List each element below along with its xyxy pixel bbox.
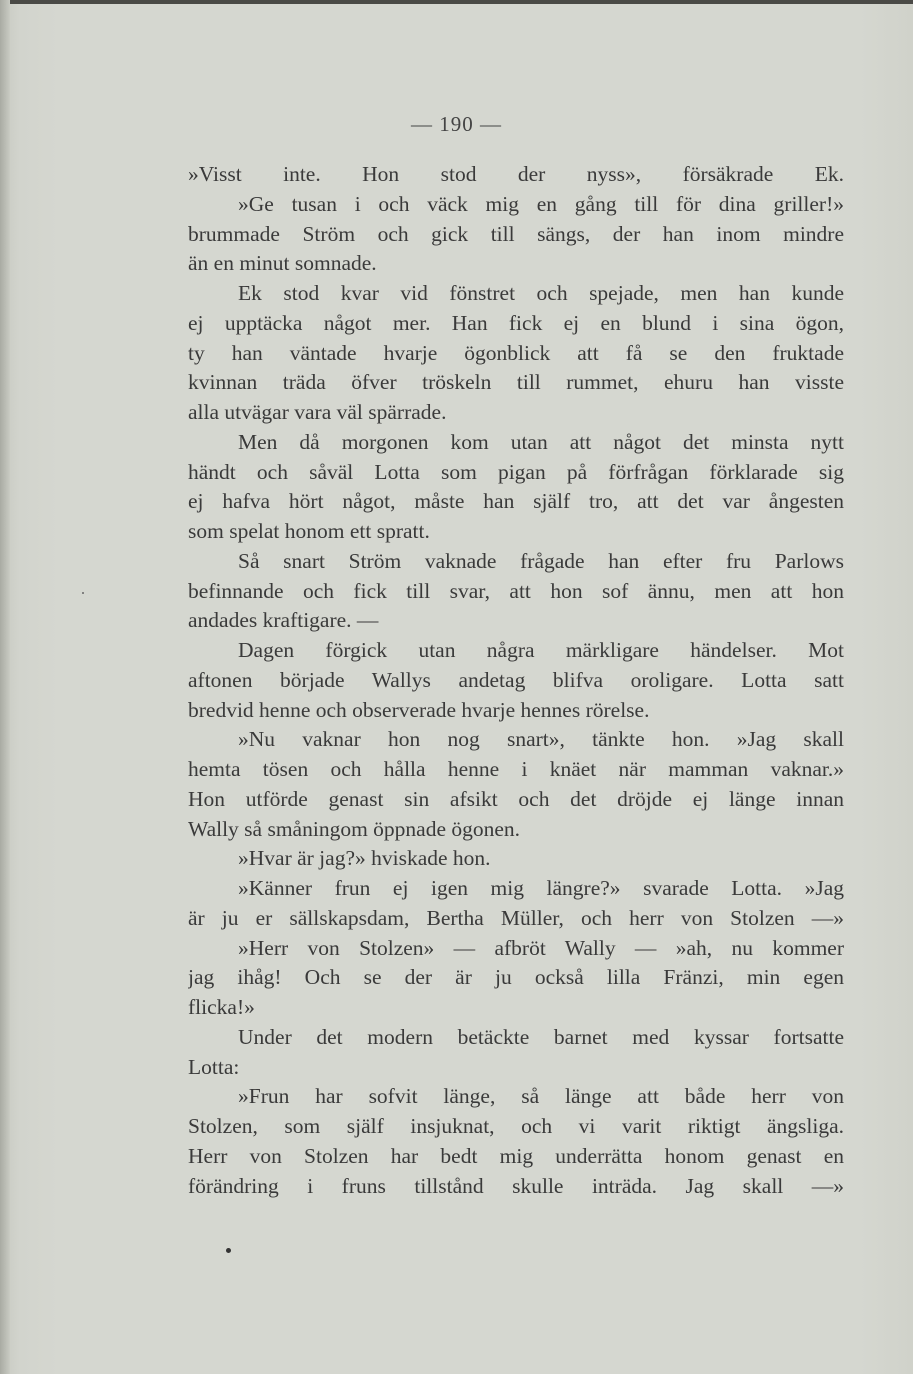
text-line: Så snart Ström vaknade frågade han efter fru Parlows: [238, 548, 844, 573]
text-line: som spelat honom ett spratt.: [188, 519, 430, 543]
text-line: »Visst inte. Hon stod der nyss», försäkrade Ek.: [188, 162, 844, 186]
text-line: är ju er sällskapsdam, Bertha Müller, och herr von Stolzen —»: [188, 905, 844, 930]
text-line: flicka!»: [188, 995, 255, 1019]
page-number: — 190 —: [411, 112, 502, 136]
text-line: »Känner frun ej igen mig längre?» svarade Lotta. »Jag: [238, 876, 844, 900]
text-line: kvinnan träda öfver tröskeln till rummet, ehuru han visste: [188, 370, 844, 395]
text-line: Dagen förgick utan några märkligare händelser. Mot: [238, 638, 844, 662]
text-line: aftonen började Wallys andetag blifva oroligare. Lotta satt: [188, 667, 844, 692]
text-line: Lotta:: [188, 1054, 240, 1079]
text-line: »Frun har sofvit länge, så länge att både herr von: [238, 1084, 844, 1109]
text-line: Herr von Stolzen har bedt mig underrätta honom genast en: [188, 1143, 844, 1168]
text-line: bredvid henne och observerade hvarje hennes rörelse.: [188, 697, 650, 722]
page-binding-edge: [0, 0, 10, 1374]
ink-speck: [226, 1248, 231, 1253]
text-line: ej hafva hört något, måste han själf tro, att det var ångesten: [188, 489, 844, 514]
text-line: andades kraftigare. —: [188, 608, 379, 633]
text-line: Hon utförde genast sin afsikt och det dröjde ej länge innan: [188, 786, 844, 811]
text-line: händt och såväl Lotta som pigan på förfrågan förklarade sig: [188, 459, 844, 484]
text-line: brummade Ström och gick till sängs, der han inom mindre: [188, 221, 844, 246]
text-line: Ek stod kvar vid fönstret och spejade, men han kunde: [238, 281, 844, 305]
ink-speck: [82, 592, 84, 594]
text-line: »Ge tusan i och väck mig en gång till för dina griller!»: [238, 191, 844, 216]
text-line: Stolzen, som själf insjuknat, och vi varit riktigt ängsliga.: [188, 1114, 844, 1138]
text-line: Wally så småningom öppnade ögonen.: [188, 816, 521, 841]
text-line: »Hvar är jag?» hviskade hon.: [238, 846, 491, 871]
text-line: förändring i fruns tillstånd skulle inträda. Jag skall —»: [188, 1173, 844, 1198]
text-line: hemta tösen och hålla henne i knäet när mamman vaknar.»: [188, 757, 844, 781]
top-edge-rule: [0, 0, 913, 4]
text-line: »Nu vaknar hon nog snart», tänkte hon. »Jag skall: [238, 727, 844, 752]
text-line: ty han väntade hvarje ögonblick att få se den fruktade: [188, 340, 844, 365]
text-line: »Herr von Stolzen» — afbröt Wally — »ah, nu kommer: [238, 935, 844, 960]
text-line: alla utvägar vara väl spärrade.: [188, 400, 447, 424]
text-line: befinnande och fick till svar, att hon sof ännu, men att hon: [188, 578, 844, 603]
text-line: Under det modern betäckte barnet med kyssar fortsatte: [238, 1024, 844, 1049]
text-line: Men då morgonen kom utan att något det minsta nytt: [238, 429, 844, 454]
body-text: [188, 160, 844, 1201]
text-line: jag ihåg! Och se der är ju också lilla Fränzi, min egen: [188, 965, 844, 990]
text-line: ej upptäcka något mer. Han fick ej en blund i sina ögon,: [188, 310, 844, 335]
text-line: än en minut somnade.: [188, 251, 377, 276]
